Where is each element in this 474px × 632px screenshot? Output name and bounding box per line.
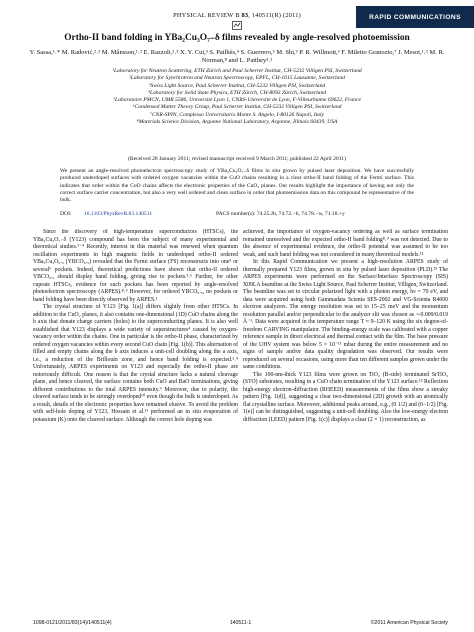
journal-citation (0, 12, 474, 19)
affiliation: ¹Laboratory for Neutron Scattering, ETH Zürich and Paul Scherrer Institut, CH-5232 Villigen PSI, Switzerland (112, 68, 362, 74)
paper-title: Ortho-II band folding in YBa₂Cu₃O₇₋δ films revealed by angle-resolved photoemission (64, 33, 410, 43)
journal-prefix: PHYSICAL REVIEW B (173, 12, 240, 19)
affiliation: ³Swiss Light Source, Paul Scherrer Institut, CH-5232 Villigen PSI, Switzerland (148, 82, 326, 89)
doi-pacs-line (60, 211, 414, 219)
body-column-left (33, 229, 238, 611)
pacs-numbers: PACS number(s): 74.25.Jb, 74.72.−h, 74.78.−w, 71.18.+y (216, 211, 345, 217)
footer-page-number: 140511-1 (229, 620, 252, 626)
affiliation: ⁶Condensed Matter Theory Group, Paul Scherrer Institut, CH-5232 Villigen PSI, Switzerland (132, 104, 342, 111)
affiliation-list (30, 68, 444, 126)
affiliation: ⁴Laboratory for Solid State Physics, ETH Zürich, CH-8093 Zürich, Switzerland (147, 89, 327, 96)
abstract: We present an angle-resolved photoelectron spectroscopy study of YBa₂Cu₃O₇₋δ films in situ grown by pulsed laser deposition. We have successfully produced underdoped surfaces with ordered oxygen vacancies within the CuO chains resulting in a clear ortho-II band folding of the Fermi surface. This indicates that order within the CuO chains affects the electronic properties of the CuO₂ planes. Our results highlight the importance of having not only the correct surface carrier concentration, but also a very well ordered and clean surface in order that photoemission data on this compound be representative of the bulk. (60, 168, 414, 204)
doi-link[interactable]: 10.1103/PhysRevB.83.140511 (84, 211, 153, 217)
received-dates: (Received 28 January 2011; revised manuscript received 9 March 2011; published 22 April 2011) (128, 156, 346, 162)
rapid-communications-banner: RAPID COMMUNICATIONS (356, 6, 474, 28)
body-paragraph: Since the discovery of high-temperature superconductors (HTSCs), the YBa₂Cu₃O₇₋δ (Y123) compound has been the subject of many experimental and theoretical studies.¹⁻⁴ Recently, interest in this material was renewed when quantum oscillation experiments in high magnetic fields in underdoped ortho-II ordered YBa₂Cu₃O₆.₅ (YBCO₆.₅) revealed that the Fermi surface (FS) reconstructs into one⁵ or several⁶ pockets. Indeed, theoretical predictions have shown that ortho-II ordered YBCO₆.₅ should display band folding, giving rise to pockets.³˒⁶ Further, for other cuprate HTSCs, evidence for such pockets has been reported by angle-resolved photoelectron spectroscopy (ARPES).⁸˒⁹ However, for ordered YBCO₆.₅, no pockets or band folding have been directly observed by ARPES.¹ (33, 229, 238, 303)
footer-copyright: ©2011 American Physical Society (370, 620, 448, 626)
journal-volume: 83 (241, 12, 249, 19)
affiliation: ²Laboratory for Synchrotron and Neutron Spectroscopy, EPFL, CH-1015 Lausanne, Switzerland (129, 75, 345, 82)
doi-label: DOI: (60, 211, 72, 217)
body-paragraph: achieved, the importance of oxygen-vacancy ordering as well as surface termination remained unresolved and the expected ortho-II band folding⁸˒⁹ was not detected. Due to the absence of experimental evidence, the ortho-II potential was assumed to be too weak, and such band folding was not considered in many theoretical models.¹² (243, 229, 448, 258)
affiliation: ⁷CNR-SPIN, Complesso Universitario Monte S. Angelo, I-80126 Napoli, Italy (150, 111, 324, 118)
body-paragraph: The 100-nm-thick Y123 films were grown on TiO₂ (B-side) terminated SrTiO₃ (STO) substrates, resulting in a CuO chain termination of the Y123 surface.¹² Reflection high-energy electron-diffraction (RHEED) measurements of the films show a streaky pattern [Fig. 1(d)], suggesting a clear two-dimensional (2D) growth with an atomically flat crystalline surface. Moreover, additional peaks around, e.g., (0 1/2) and (0−1/2) [Fig. 1(e)] can be distinguished, suggesting a unit-cell doubling. Also the low-energy electron diffraction (LEED) pattern [Fig. 1(c)] displays a clear (2 × 1) reconstruction, as (243, 371, 448, 423)
body-column-right (243, 229, 448, 611)
body-paragraph: The crystal structure of Y123 [Fig. 1(a)] differs slightly from other HTSCs. In addition to the CuO₂ planes, it also contains one-dimensional (1D) CuO chains along the b axis that donate charge carriers (holes) to the superconducting planes. It is also well established that Y123 displays a wide variety of superstructures⁴ caused by oxygen-vacancy order within the chains. One in particular is the ortho-II phase, characterized by ordered oxygen vacancies within every second CuO chain [Fig. 1(b)]. This alternation of filled and empty chains along the b axis induces a unit-cell doubling along the a axis, i.e., a reduction of the Brillouin zone, and hence band folding is expected.³˒⁴ Unfortunately, ARPES experiments on Y123 and especially the ortho-II phase are notoriously difficult. One reason is that the crystal structure lacks a natural cleavage plane, and hence cleaved, the surface contains both CuO and BaO terminations, giving different contributions to the total ARPES intensity.⁹ Moreover, due to polarity, the cleaved surface tends to be strongly overdoped¹⁰ even though the bulk is underdoped. As a result, details of the electronic properties have remained elusive. To avoid the problem with self-hole doping of Y123, Hossain et al.¹¹ performed an in situ evaporation of potassium (K) onto the cleaved surface. Although the correct hole doping was (33, 304, 238, 423)
synopsis-icon (232, 21, 242, 30)
page-footer (33, 620, 448, 628)
affiliation: ⁸Materials Science Division, Argonne National Laboratory, Argonne, Illinois 60439, USA (136, 119, 338, 126)
author-list: Y. Sassa,¹˒* M. Radović,²˒³ M. Månsson,¹˒² E. Razzoli,²˒³ X. Y. Cui,³ S. Pailhès,⁴ S. Guerrero,⁵ M. Shi,³ P. R. Willmott,³ F. Miletto Granozio,⁷ J. Mesot,¹˒² M. R. Norman,⁸ and L. Patthey³˒² (29, 49, 445, 65)
journal-suffix: , 140511(R) (2011) (248, 12, 301, 19)
body-paragraph: In this Rapid Communication we present a high-resolution ARPES study of thermally prepared Y123 films, grown in situ by pulsed laser deposition (PLD).¹³ The ARPES experiments were performed on the Surface/Interface Spectroscopy (SIS) X09LA beamline at the Swiss Light Source, Paul Scherrer Institut, Villigen, Switzerland. The beamline was set to circular polarized light with a photon energy, hν = 70 eV, and data were acquired using both Gammadata Scienta SES-2002 and VG-Scienta R4000 electron analyzers. The energy resolution was set to 15–25 meV and the momentum resolution parallel and/or perpendicular to the analyzer slit was chosen as ∼0.009/0.019 Å⁻¹. Data were acquired in the temperature range T ≈ 9–120 K using the six degree-of-freedom CARVING manipulator. The binding-energy scale was calibrated with a copper reference sample in direct electrical and thermal contact with the film. The base pressure of the UHV system was below 5 × 10⁻¹¹ mbar during the entire measurement and no signs of sample and/or data quality degradation was observed. Our results were reproduced on several occasions, using more than ten different samples grown under the same conditions. (243, 259, 448, 370)
footer-issn: 1098-0121/2011/83(14)/140511(4) (33, 620, 112, 626)
affiliation: ⁵Laboratoire PMCN, UMR 5586, Université Lyon 1, CNRS-Université de Lyon, F-Villeurbanne 69622, France (113, 97, 361, 104)
